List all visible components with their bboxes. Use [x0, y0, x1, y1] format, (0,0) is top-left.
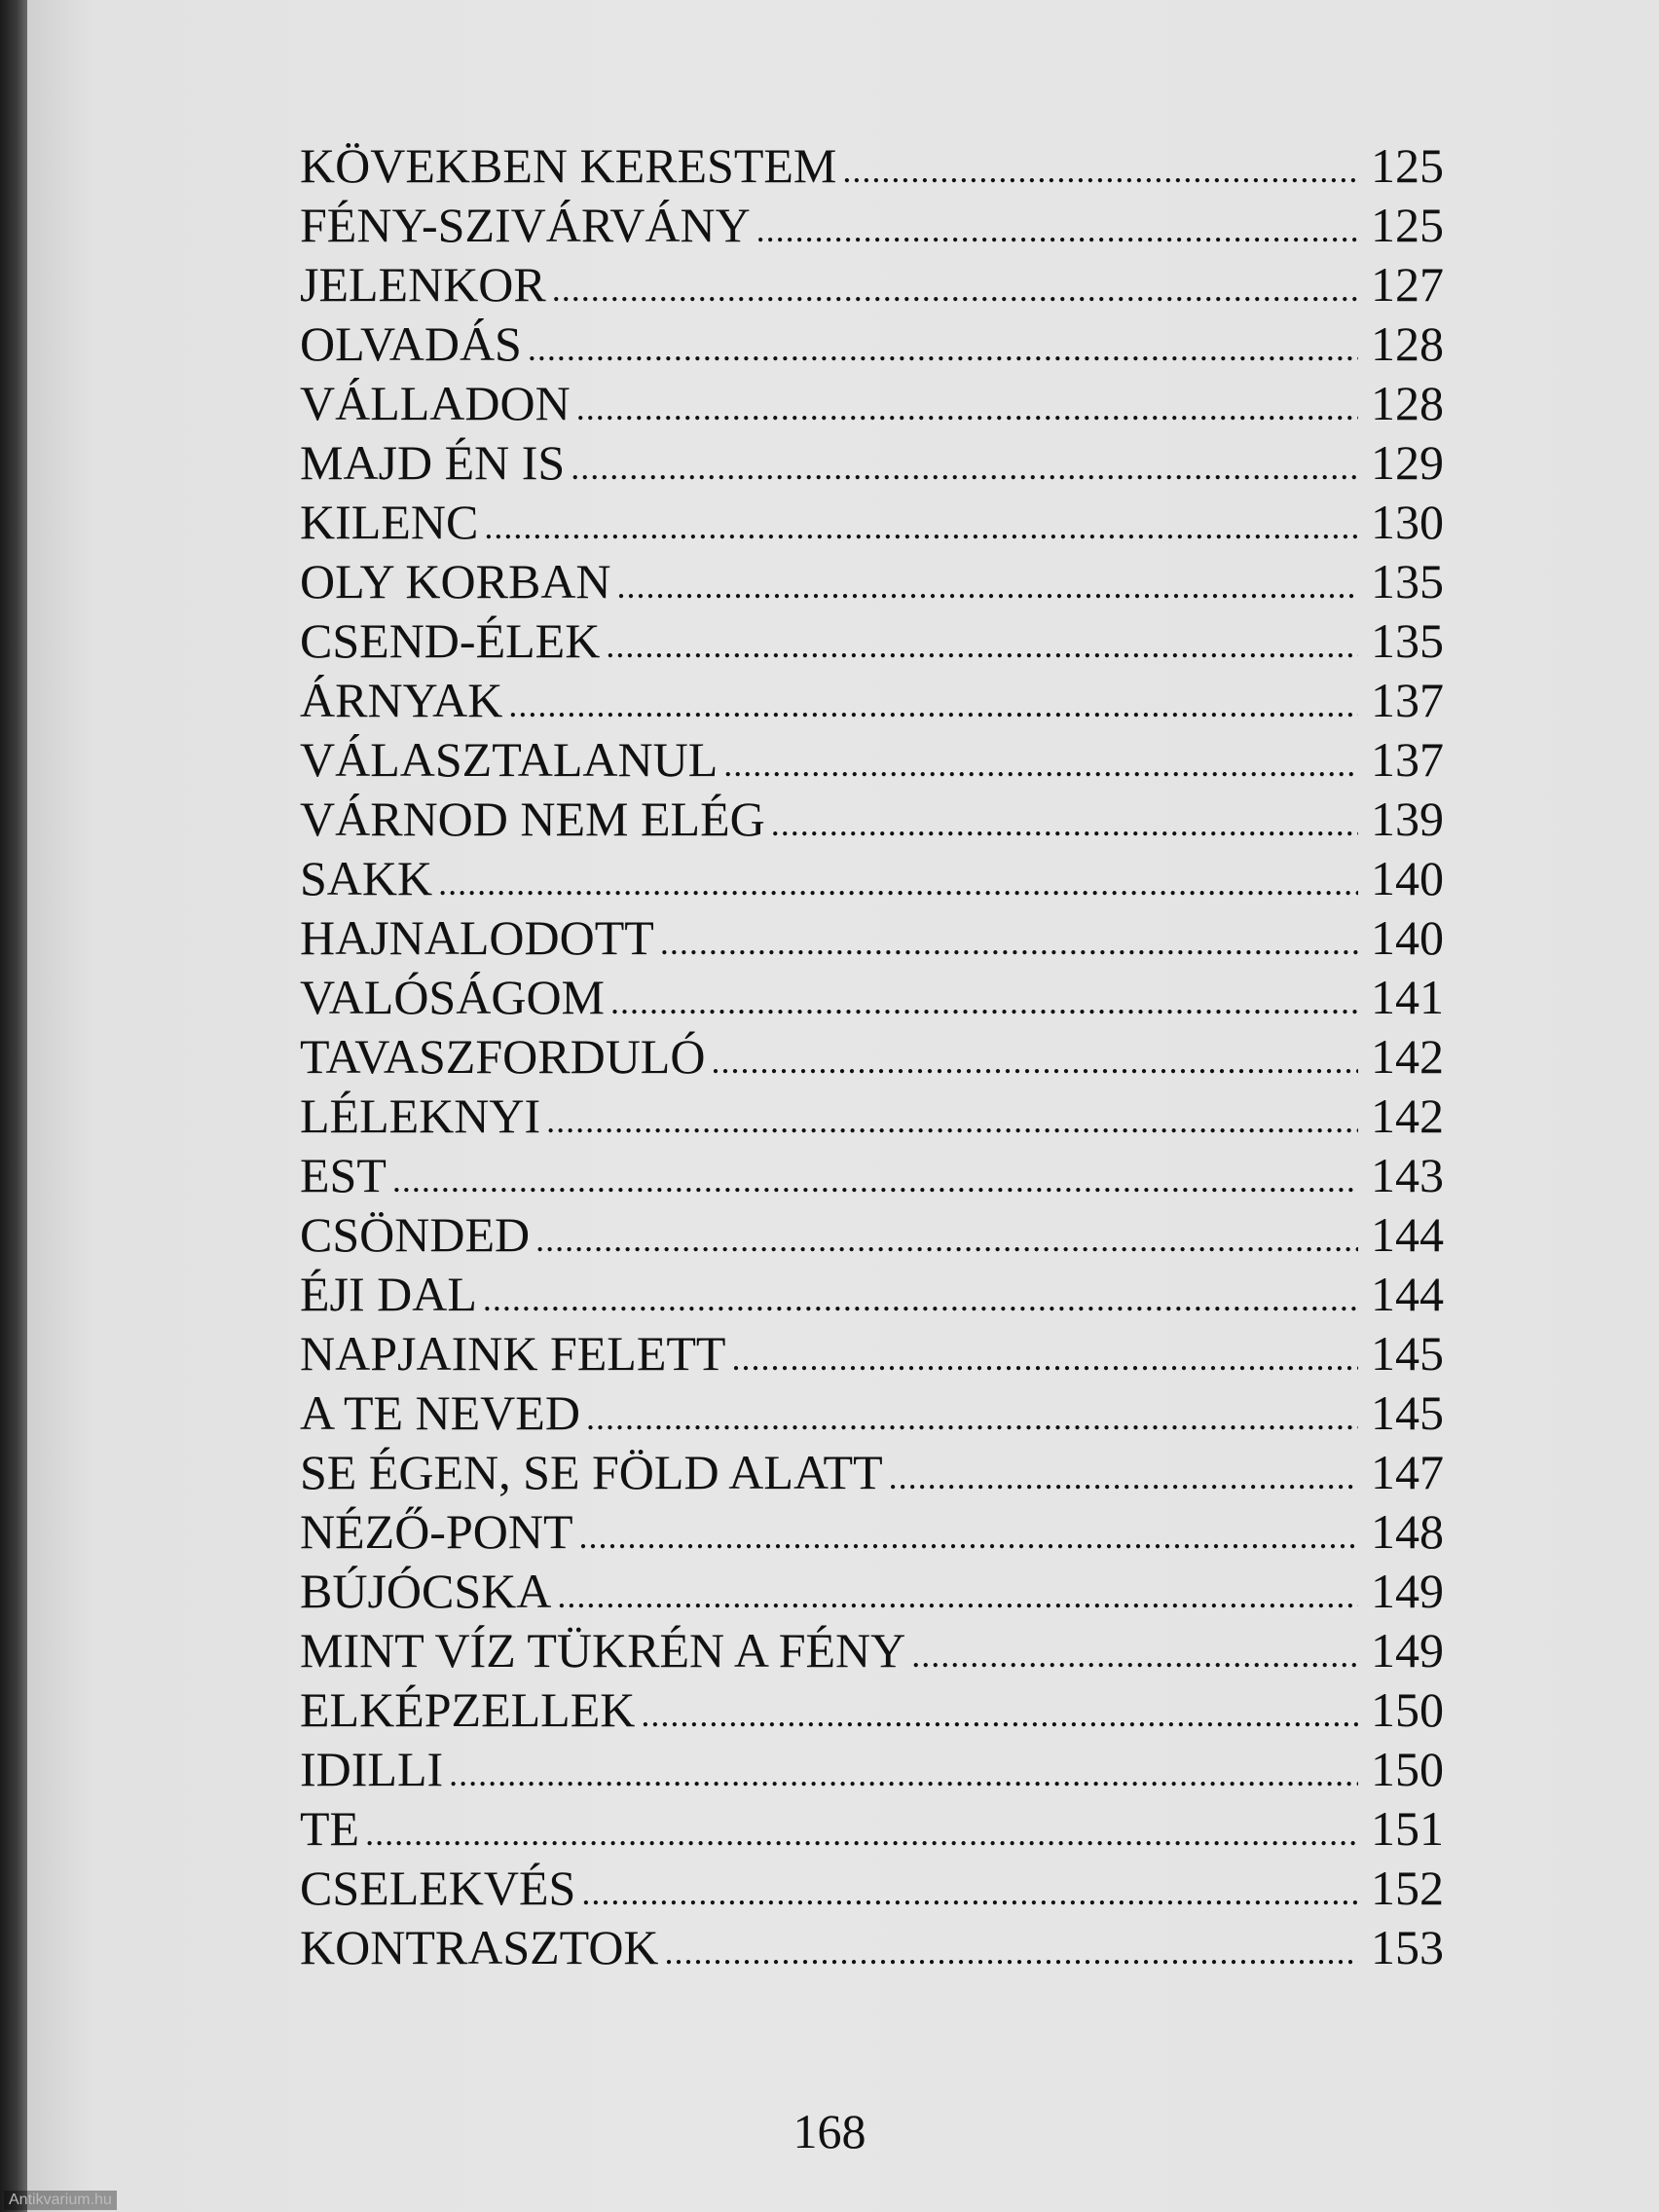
toc-entry-title: BÚJÓCSKA	[300, 1564, 552, 1618]
toc-entry-page: 142	[1371, 1088, 1444, 1143]
toc-entry-page: 142	[1371, 1029, 1444, 1084]
toc-entry-page: 135	[1371, 554, 1444, 608]
toc-entry	[300, 1621, 1444, 1680]
toc-entry-title: CSÖNDED	[300, 1207, 531, 1262]
dot-leader	[483, 1270, 1358, 1329]
toc-entry-title: CSEND-ÉLEK	[300, 613, 601, 668]
toc-entry-title: ELKÉPZELLEK	[300, 1682, 636, 1737]
toc-entry	[300, 730, 1444, 790]
toc-entry-page: 149	[1371, 1564, 1444, 1618]
toc-entry-title: NAPJAINK FELETT	[300, 1326, 726, 1381]
dot-leader	[641, 1685, 1358, 1745]
dot-leader	[586, 1388, 1358, 1448]
toc-entry-page: 128	[1371, 376, 1444, 430]
dot-leader	[771, 794, 1358, 854]
toc-entry	[300, 849, 1444, 908]
toc-entry-page: 139	[1371, 792, 1444, 846]
dot-leader	[576, 379, 1358, 438]
toc-entry	[300, 1859, 1444, 1918]
toc-entry-page: 152	[1371, 1861, 1444, 1915]
toc-entry-title: HAJNALODOTT	[300, 910, 654, 965]
toc-entry-page: 144	[1371, 1267, 1444, 1321]
toc-entry	[300, 1146, 1444, 1205]
toc-entry-title: VÁLASZTALANUL	[300, 732, 719, 787]
toc-entry	[300, 314, 1444, 374]
toc-entry-page: 147	[1371, 1445, 1444, 1499]
toc-entry-title: FÉNY-SZIVÁRVÁNY	[300, 198, 751, 252]
toc-entry	[300, 1027, 1444, 1087]
toc-entry	[300, 1918, 1444, 1977]
toc-entry	[300, 1680, 1444, 1740]
toc-entry-page: 137	[1371, 673, 1444, 727]
toc-entry-title: MINT VÍZ TÜKRÉN A FÉNY	[300, 1623, 906, 1677]
toc-entry	[300, 1265, 1444, 1324]
toc-entry-title: NÉZŐ-PONT	[300, 1504, 573, 1559]
dot-leader	[723, 735, 1358, 794]
watermark-text: Antikvarium.hu	[4, 2191, 117, 2210]
toc-entry-page: 149	[1371, 1623, 1444, 1677]
toc-entry-title: OLVADÁS	[300, 316, 522, 371]
dot-leader	[581, 1863, 1358, 1923]
page-number: 168	[793, 2104, 866, 2158]
book-spine-shadow	[0, 0, 27, 2212]
toc-entry	[300, 552, 1444, 611]
dot-leader	[731, 1329, 1358, 1388]
dot-leader	[606, 616, 1358, 676]
table-of-contents	[300, 136, 1444, 1977]
dot-leader	[711, 1032, 1358, 1091]
toc-entry-page: 153	[1371, 1920, 1444, 1974]
toc-entry-title: SE ÉGEN, SE FÖLD ALATT	[300, 1445, 883, 1499]
toc-entry-page: 140	[1371, 910, 1444, 965]
toc-entry-title: JELENKOR	[300, 257, 546, 312]
toc-entry	[300, 1383, 1444, 1443]
toc-entry-title: KÖVEKBEN KERESTEM	[300, 138, 837, 193]
toc-entry-title: IDILLI	[300, 1742, 444, 1796]
toc-entry	[300, 1324, 1444, 1383]
toc-entry	[300, 1502, 1444, 1562]
toc-entry-title: KILENC	[300, 495, 479, 549]
dot-leader	[484, 498, 1358, 557]
dot-leader	[660, 913, 1358, 973]
toc-entry	[300, 1205, 1444, 1265]
toc-entry-title: OLY KORBAN	[300, 554, 611, 608]
toc-entry-title: KONTRASZTOK	[300, 1920, 659, 1974]
toc-entry	[300, 374, 1444, 433]
toc-entry-title: ÁRNYAK	[300, 673, 503, 727]
dot-leader	[528, 319, 1358, 379]
toc-entry-title: EST	[300, 1148, 387, 1202]
toc-entry	[300, 1443, 1444, 1502]
dot-leader	[579, 1507, 1358, 1567]
toc-entry	[300, 196, 1444, 255]
dot-leader	[546, 1091, 1358, 1151]
toc-entry	[300, 493, 1444, 552]
toc-entry	[300, 1740, 1444, 1799]
toc-entry-title: ÉJI DAL	[300, 1267, 477, 1321]
toc-entry	[300, 136, 1444, 196]
toc-entry-title: VÁLLADON	[300, 376, 571, 430]
dot-leader	[610, 973, 1358, 1032]
toc-entry-page: 148	[1371, 1504, 1444, 1559]
dot-leader	[365, 1804, 1358, 1863]
toc-entry-page: 151	[1371, 1801, 1444, 1856]
dot-leader	[665, 1923, 1358, 1982]
toc-entry-page: 125	[1371, 198, 1444, 252]
toc-entry-page: 150	[1371, 1742, 1444, 1796]
toc-entry-title: TAVASZFORDULÓ	[300, 1029, 706, 1084]
toc-entry-title: MAJD ÉN IS	[300, 435, 566, 490]
toc-entry-title: TE	[300, 1801, 360, 1856]
toc-entry	[300, 790, 1444, 849]
toc-entry-title: CSELEKVÉS	[300, 1861, 576, 1915]
dot-leader	[392, 1151, 1358, 1210]
toc-entry-page: 127	[1371, 257, 1444, 312]
toc-entry	[300, 968, 1444, 1027]
toc-entry-title: VALÓSÁGOM	[300, 970, 606, 1024]
toc-entry-page: 129	[1371, 435, 1444, 490]
toc-entry-page: 140	[1371, 851, 1444, 905]
toc-entry-page: 145	[1371, 1326, 1444, 1381]
toc-entry-page: 144	[1371, 1207, 1444, 1262]
toc-entry	[300, 1562, 1444, 1621]
toc-entry-page: 137	[1371, 732, 1444, 787]
toc-entry-page: 141	[1371, 970, 1444, 1024]
toc-entry-page: 145	[1371, 1385, 1444, 1440]
toc-entry-title: A TE NEVED	[300, 1385, 580, 1440]
toc-entry	[300, 671, 1444, 730]
toc-entry-page: 130	[1371, 495, 1444, 549]
dot-leader	[535, 1210, 1358, 1270]
dot-leader	[438, 854, 1358, 913]
dot-leader	[889, 1448, 1358, 1507]
toc-entry-title: SAKK	[300, 851, 433, 905]
toc-entry	[300, 1087, 1444, 1146]
toc-entry-page: 125	[1371, 138, 1444, 193]
toc-entry-page: 135	[1371, 613, 1444, 668]
dot-leader	[842, 141, 1358, 201]
toc-entry	[300, 433, 1444, 493]
toc-entry	[300, 255, 1444, 314]
toc-entry	[300, 1799, 1444, 1859]
dot-leader	[571, 438, 1358, 498]
dot-leader	[617, 557, 1358, 616]
toc-entry	[300, 908, 1444, 968]
dot-leader	[557, 1567, 1358, 1626]
toc-entry-page: 150	[1371, 1682, 1444, 1737]
toc-entry-page: 128	[1371, 316, 1444, 371]
dot-leader	[756, 201, 1358, 260]
book-page	[27, 0, 1659, 2212]
dot-leader	[911, 1626, 1358, 1685]
toc-entry-title: VÁRNOD NEM ELÉG	[300, 792, 765, 846]
toc-entry	[300, 611, 1444, 671]
toc-entry-title: LÉLEKNYI	[300, 1088, 541, 1143]
dot-leader	[449, 1745, 1358, 1804]
dot-leader	[508, 676, 1358, 735]
dot-leader	[552, 260, 1358, 319]
toc-entry-page: 143	[1371, 1148, 1444, 1202]
